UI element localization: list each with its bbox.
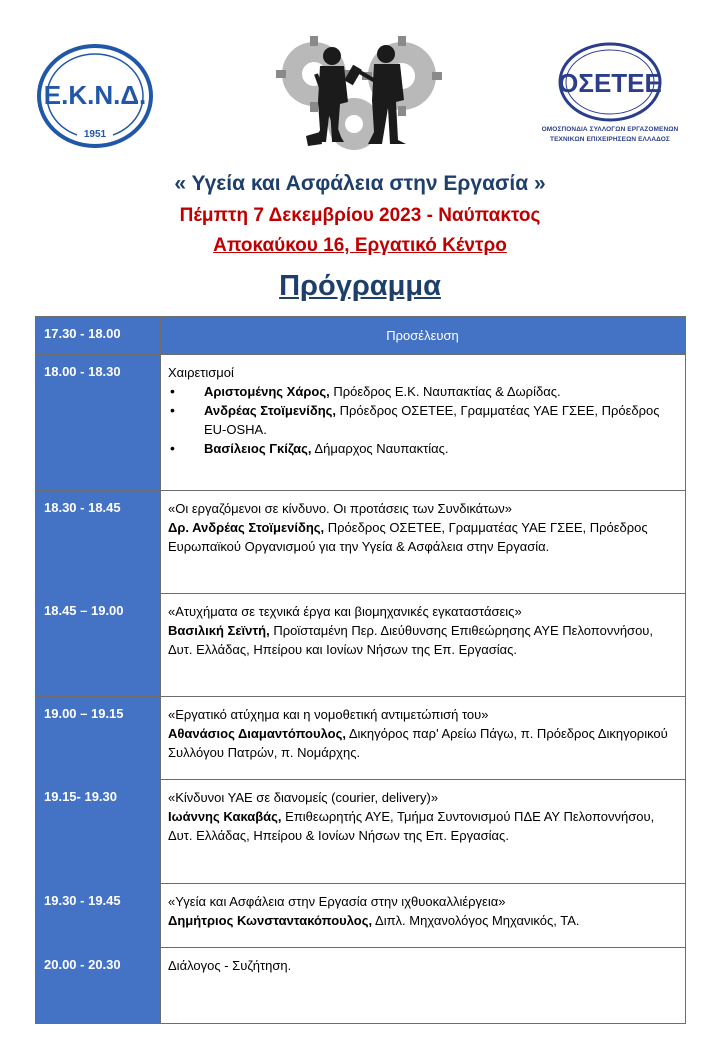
speaker-name: Δρ. Ανδρέας Στοϊμενίδης,	[168, 520, 325, 535]
session-topic: «Κίνδυνοι ΥΑΕ σε διανομείς (courier, delivery)»	[168, 790, 439, 805]
speaker-role: Δήμαρχος Ναυπακτίας.	[311, 441, 449, 456]
session-speaker	[168, 621, 677, 659]
table-row	[36, 355, 686, 491]
speaker-role: Πρόεδρος Ε.Κ. Ναυπακτίας & Δωρίδας.	[329, 384, 561, 399]
speaker-role: Δικηγόρος παρ' Αρείω Πάγω, π. Πρόεδρος Δικηγορικού Συλλόγου Πατρών, π. Νομάρχης.	[168, 726, 668, 760]
table-row	[36, 948, 686, 1024]
event-address-text: Αποκαύκου 16, Εργατικό Κέντρο	[213, 235, 507, 256]
time-cell: 18.00 - 18.30	[36, 355, 161, 491]
speaker-list	[168, 382, 677, 458]
session-speaker	[168, 911, 677, 930]
speaker-name: Ιωάννης Κακαβάς,	[168, 809, 282, 824]
speaker-role: Πρόεδρος ΟΣΕΤΕΕ, Γραμματέας ΥΑΕ ΓΣΕΕ, Πρόεδρος EU-OSHA.	[204, 403, 660, 437]
table-row	[36, 317, 686, 355]
session-topic: «Ατυχήματα σε τεχνικά έργα και βιομηχανικές εγκαταστάσεις»	[168, 604, 522, 619]
table-row	[36, 594, 686, 697]
speaker-role: Πρόεδρος ΟΣΕΤΕΕ, Γραμματέας ΥΑΕ ΓΣΕΕ, Πρόεδρος Ευρωπαϊκού Οργανισμού για την Υγεία & Ασφάλεια στην Εργασία.	[168, 520, 648, 554]
osetee-logo-text: ΟΣΕΤΕΕ	[558, 68, 662, 98]
session-topic: «Οι εργαζόμενοι σε κίνδυνο. Οι προτάσεις των Συνδικάτων»	[168, 501, 513, 516]
session-cell	[161, 355, 686, 491]
session-cell: Προσέλευση	[161, 317, 686, 355]
session-cell: Διάλογος - Συζήτηση.	[161, 948, 686, 1024]
speaker-name: Ανδρέας Στοϊμενίδης,	[204, 403, 337, 418]
session-cell	[161, 594, 686, 697]
time-cell: 18.45 – 19.00	[36, 594, 161, 697]
list-item	[168, 401, 677, 439]
event-title: « Υγεία και Ασφάλεια στην Εργασία »	[174, 172, 546, 195]
speaker-name: Βασίλειος Γκίζας,	[204, 441, 312, 456]
ekna-logo-text: Ε.Κ.Ν.Δ.	[43, 80, 147, 110]
ekna-logo	[35, 40, 155, 152]
time-cell: 19.30 - 19.45	[36, 884, 161, 948]
session-topic: «Εργατικό ατύχημα και η νομοθετική αντιμετώπισή του»	[168, 707, 489, 722]
event-date: Πέμπτη 7 Δεκεμβρίου 2023 - Ναύπακτος	[179, 205, 541, 226]
program-heading-text: Πρόγραμμα	[279, 270, 441, 302]
session-speaker	[168, 518, 677, 556]
program-heading	[0, 270, 720, 303]
ekna-logo-year: 1951	[83, 129, 107, 140]
osetee-logo	[525, 40, 695, 148]
session-speaker	[168, 724, 677, 762]
speaker-name: Αθανάσιος Διαμαντόπουλος,	[168, 726, 346, 741]
osetee-caption-line2: ΤΕΧΝΙΚΩΝ ΕΠΙΧΕΙΡΗΣΕΩΝ ΕΛΛΑΔΟΣ	[550, 135, 670, 143]
speaker-name: Αριστομένης Χάρος,	[204, 384, 330, 399]
speaker-role: Διπλ. Μηχανολόγος Μηχανικός, ΤΑ.	[372, 913, 580, 928]
session-cell	[161, 884, 686, 948]
event-address	[0, 235, 720, 257]
table-row	[36, 884, 686, 948]
session-speaker	[168, 807, 677, 845]
table-row	[36, 780, 686, 884]
time-cell: 20.00 - 20.30	[36, 948, 161, 1024]
program-table	[35, 316, 686, 1024]
session-topic: «Υγεία και Ασφάλεια στην Εργασία στην ιχθυοκαλλιέργεια»	[168, 894, 506, 909]
session-cell	[161, 697, 686, 780]
time-cell: 19.00 – 19.15	[36, 697, 161, 780]
time-cell: 19.15- 19.30	[36, 780, 161, 884]
speaker-role: Προϊσταμένη Περ. Διεύθυνσης Επιθεώρησης ΑΥΕ Πελοποννήσου, Δυτ. Ελλάδας, Ηπείρου και Ιονίων Νήσων της Επ. Εργασίας.	[168, 623, 654, 657]
table-row	[36, 697, 686, 780]
speaker-name: Δημήτριος Κωνσταντακόπουλος,	[168, 913, 373, 928]
session-cell	[161, 780, 686, 884]
list-item	[168, 439, 677, 458]
list-item	[168, 382, 677, 401]
time-cell: 18.30 - 18.45	[36, 491, 161, 594]
table-row	[36, 491, 686, 594]
osetee-caption-line1: ΟΜΟΣΠΟΝΔΙΑ ΣΥΛΛΟΓΩΝ ΕΡΓΑΖΟΜΕΝΩΝ	[541, 126, 679, 133]
workers-illustration	[262, 32, 448, 154]
speaker-role: Επιθεωρητής ΑΥΕ, Τμήμα Συντονισμού ΠΔΕ ΑΥ Πελοποννήσου, Δυτ. Ελλάδας, Ηπείρου & Ιονίων Νήσων της Επ. Εργασίας.	[168, 809, 655, 843]
time-cell: 17.30 - 18.00	[36, 317, 161, 355]
session-intro: Χαιρετισμοί	[168, 365, 234, 380]
session-cell	[161, 491, 686, 594]
speaker-name: Βασιλική Σεϊντή,	[168, 623, 270, 638]
